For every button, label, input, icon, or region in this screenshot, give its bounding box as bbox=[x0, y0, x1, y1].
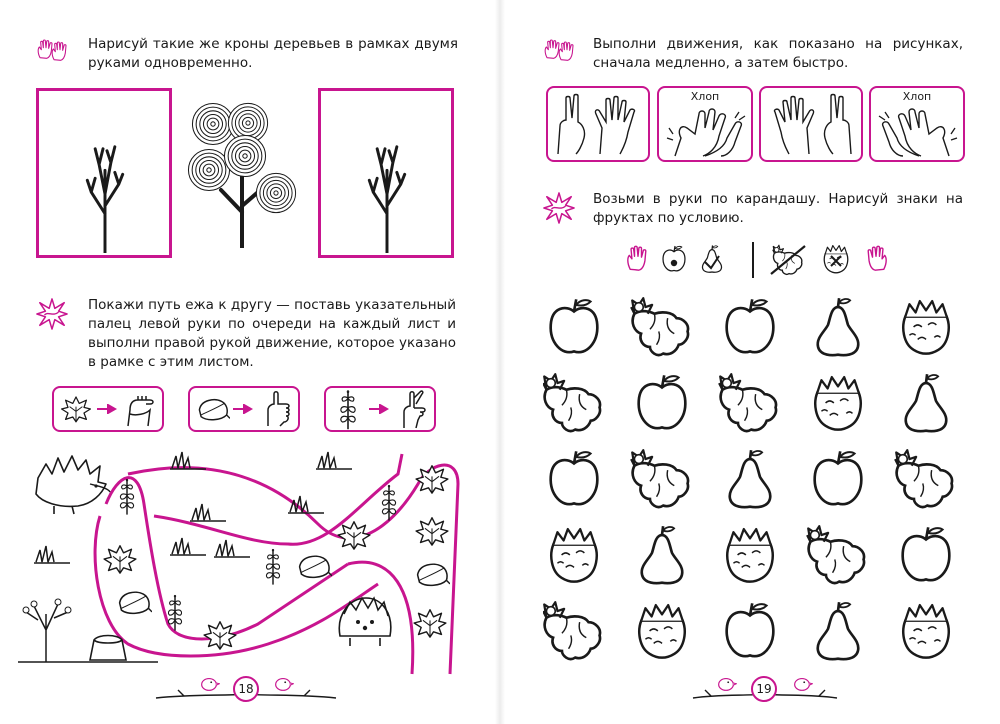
crossed-fingers-gesture-icon bbox=[396, 390, 430, 430]
legend-box-round bbox=[188, 386, 300, 432]
apple-cell[interactable] bbox=[639, 375, 686, 428]
right-task1-text: Выполни движения, как показано на рисунках, сначала медленно, а затем быстро. bbox=[593, 36, 963, 71]
bare-tree-icon bbox=[85, 135, 125, 253]
apple-cell[interactable] bbox=[727, 603, 774, 656]
hedgehog-left bbox=[36, 456, 110, 514]
tree-frame-right[interactable] bbox=[318, 88, 454, 258]
clap-label-1: Хлоп bbox=[690, 90, 720, 103]
arrow-icon bbox=[232, 404, 254, 414]
pear-cell[interactable] bbox=[906, 374, 947, 431]
apple-cell[interactable] bbox=[903, 527, 950, 580]
pear-cell[interactable] bbox=[730, 450, 771, 507]
arrow-icon bbox=[368, 404, 390, 414]
left-task1 bbox=[88, 35, 458, 73]
grapes-cell[interactable] bbox=[543, 374, 600, 431]
clapping-hands-icon bbox=[877, 106, 959, 158]
apple-cell[interactable] bbox=[815, 451, 862, 504]
maple-leaf-icon bbox=[60, 394, 92, 424]
exercise-panel-1 bbox=[546, 86, 650, 162]
hands-victory-gesture-icon-mirrored bbox=[765, 92, 857, 156]
pear-cell[interactable] bbox=[818, 298, 859, 355]
raspberry-cell[interactable] bbox=[727, 529, 772, 582]
right-task1 bbox=[593, 35, 963, 73]
left-page bbox=[0, 0, 495, 724]
right-page bbox=[505, 0, 1000, 724]
book-gutter bbox=[495, 0, 505, 724]
branch-leaf-icon bbox=[336, 390, 360, 430]
right-task2 bbox=[593, 190, 963, 228]
exercise-panel-4 bbox=[869, 86, 965, 162]
raspberry-cell[interactable] bbox=[639, 605, 684, 658]
hands-icon bbox=[36, 37, 72, 65]
apple-cell[interactable] bbox=[727, 299, 774, 352]
hands-victory-gesture-icon bbox=[552, 92, 644, 156]
fruit-grid bbox=[543, 292, 983, 662]
exercise-panel-2 bbox=[657, 86, 753, 162]
left-task2-text: Покажи путь ежа к другу — поставь указательный палец левой руки по очереди на каждый лист и выполни правой рукой движение, которое указано в рамке с этим листом. bbox=[88, 297, 456, 370]
raspberry-cell[interactable] bbox=[903, 301, 948, 354]
grapes-cell[interactable] bbox=[895, 450, 952, 507]
legend-box-branch bbox=[324, 386, 436, 432]
raspberry-cell[interactable] bbox=[815, 377, 860, 430]
thumb-gesture-icon bbox=[258, 390, 294, 428]
raspberry-cell[interactable] bbox=[551, 529, 596, 582]
legend-box-maple bbox=[52, 386, 164, 432]
burst-icon bbox=[543, 192, 575, 224]
fist-gesture-icon bbox=[122, 392, 158, 428]
tree-frame-left[interactable] bbox=[36, 88, 172, 258]
clapping-hands-icon bbox=[665, 106, 747, 158]
spiral-tree-illustration bbox=[185, 102, 299, 248]
bare-tree-icon bbox=[367, 135, 407, 253]
raspberry-cell[interactable] bbox=[903, 605, 948, 658]
fruit-marks-legend bbox=[623, 238, 893, 280]
grapes-cell[interactable] bbox=[719, 374, 776, 431]
hedgehog-maze-illustration bbox=[18, 444, 466, 676]
apple-cell[interactable] bbox=[551, 451, 598, 504]
left-task2 bbox=[88, 296, 456, 372]
arrow-icon bbox=[96, 404, 118, 414]
round-leaf-icon bbox=[196, 396, 230, 422]
clap-label-2: Хлоп bbox=[902, 90, 932, 103]
grapes-cell[interactable] bbox=[631, 298, 688, 355]
page-number-right: 19 bbox=[751, 676, 777, 702]
grapes-cell[interactable] bbox=[807, 526, 864, 583]
hands-icon bbox=[543, 37, 579, 65]
pear-cell[interactable] bbox=[642, 526, 683, 583]
right-task2-text: Возьми в руки по карандашу. Нарисуй знаки на фруктах по условию. bbox=[593, 191, 963, 226]
burst-icon bbox=[36, 298, 68, 330]
grapes-cell[interactable] bbox=[631, 450, 688, 507]
fruit-grid-svg bbox=[543, 292, 983, 662]
pear-cell[interactable] bbox=[818, 602, 859, 659]
exercise-panel-3 bbox=[759, 86, 863, 162]
left-task1-text: Нарисуй такие же кроны деревьев в рамках двумя руками одновременно. bbox=[88, 36, 458, 71]
apple-cell[interactable] bbox=[551, 299, 598, 352]
page-number-left: 18 bbox=[233, 676, 259, 702]
grapes-cell[interactable] bbox=[543, 602, 600, 659]
